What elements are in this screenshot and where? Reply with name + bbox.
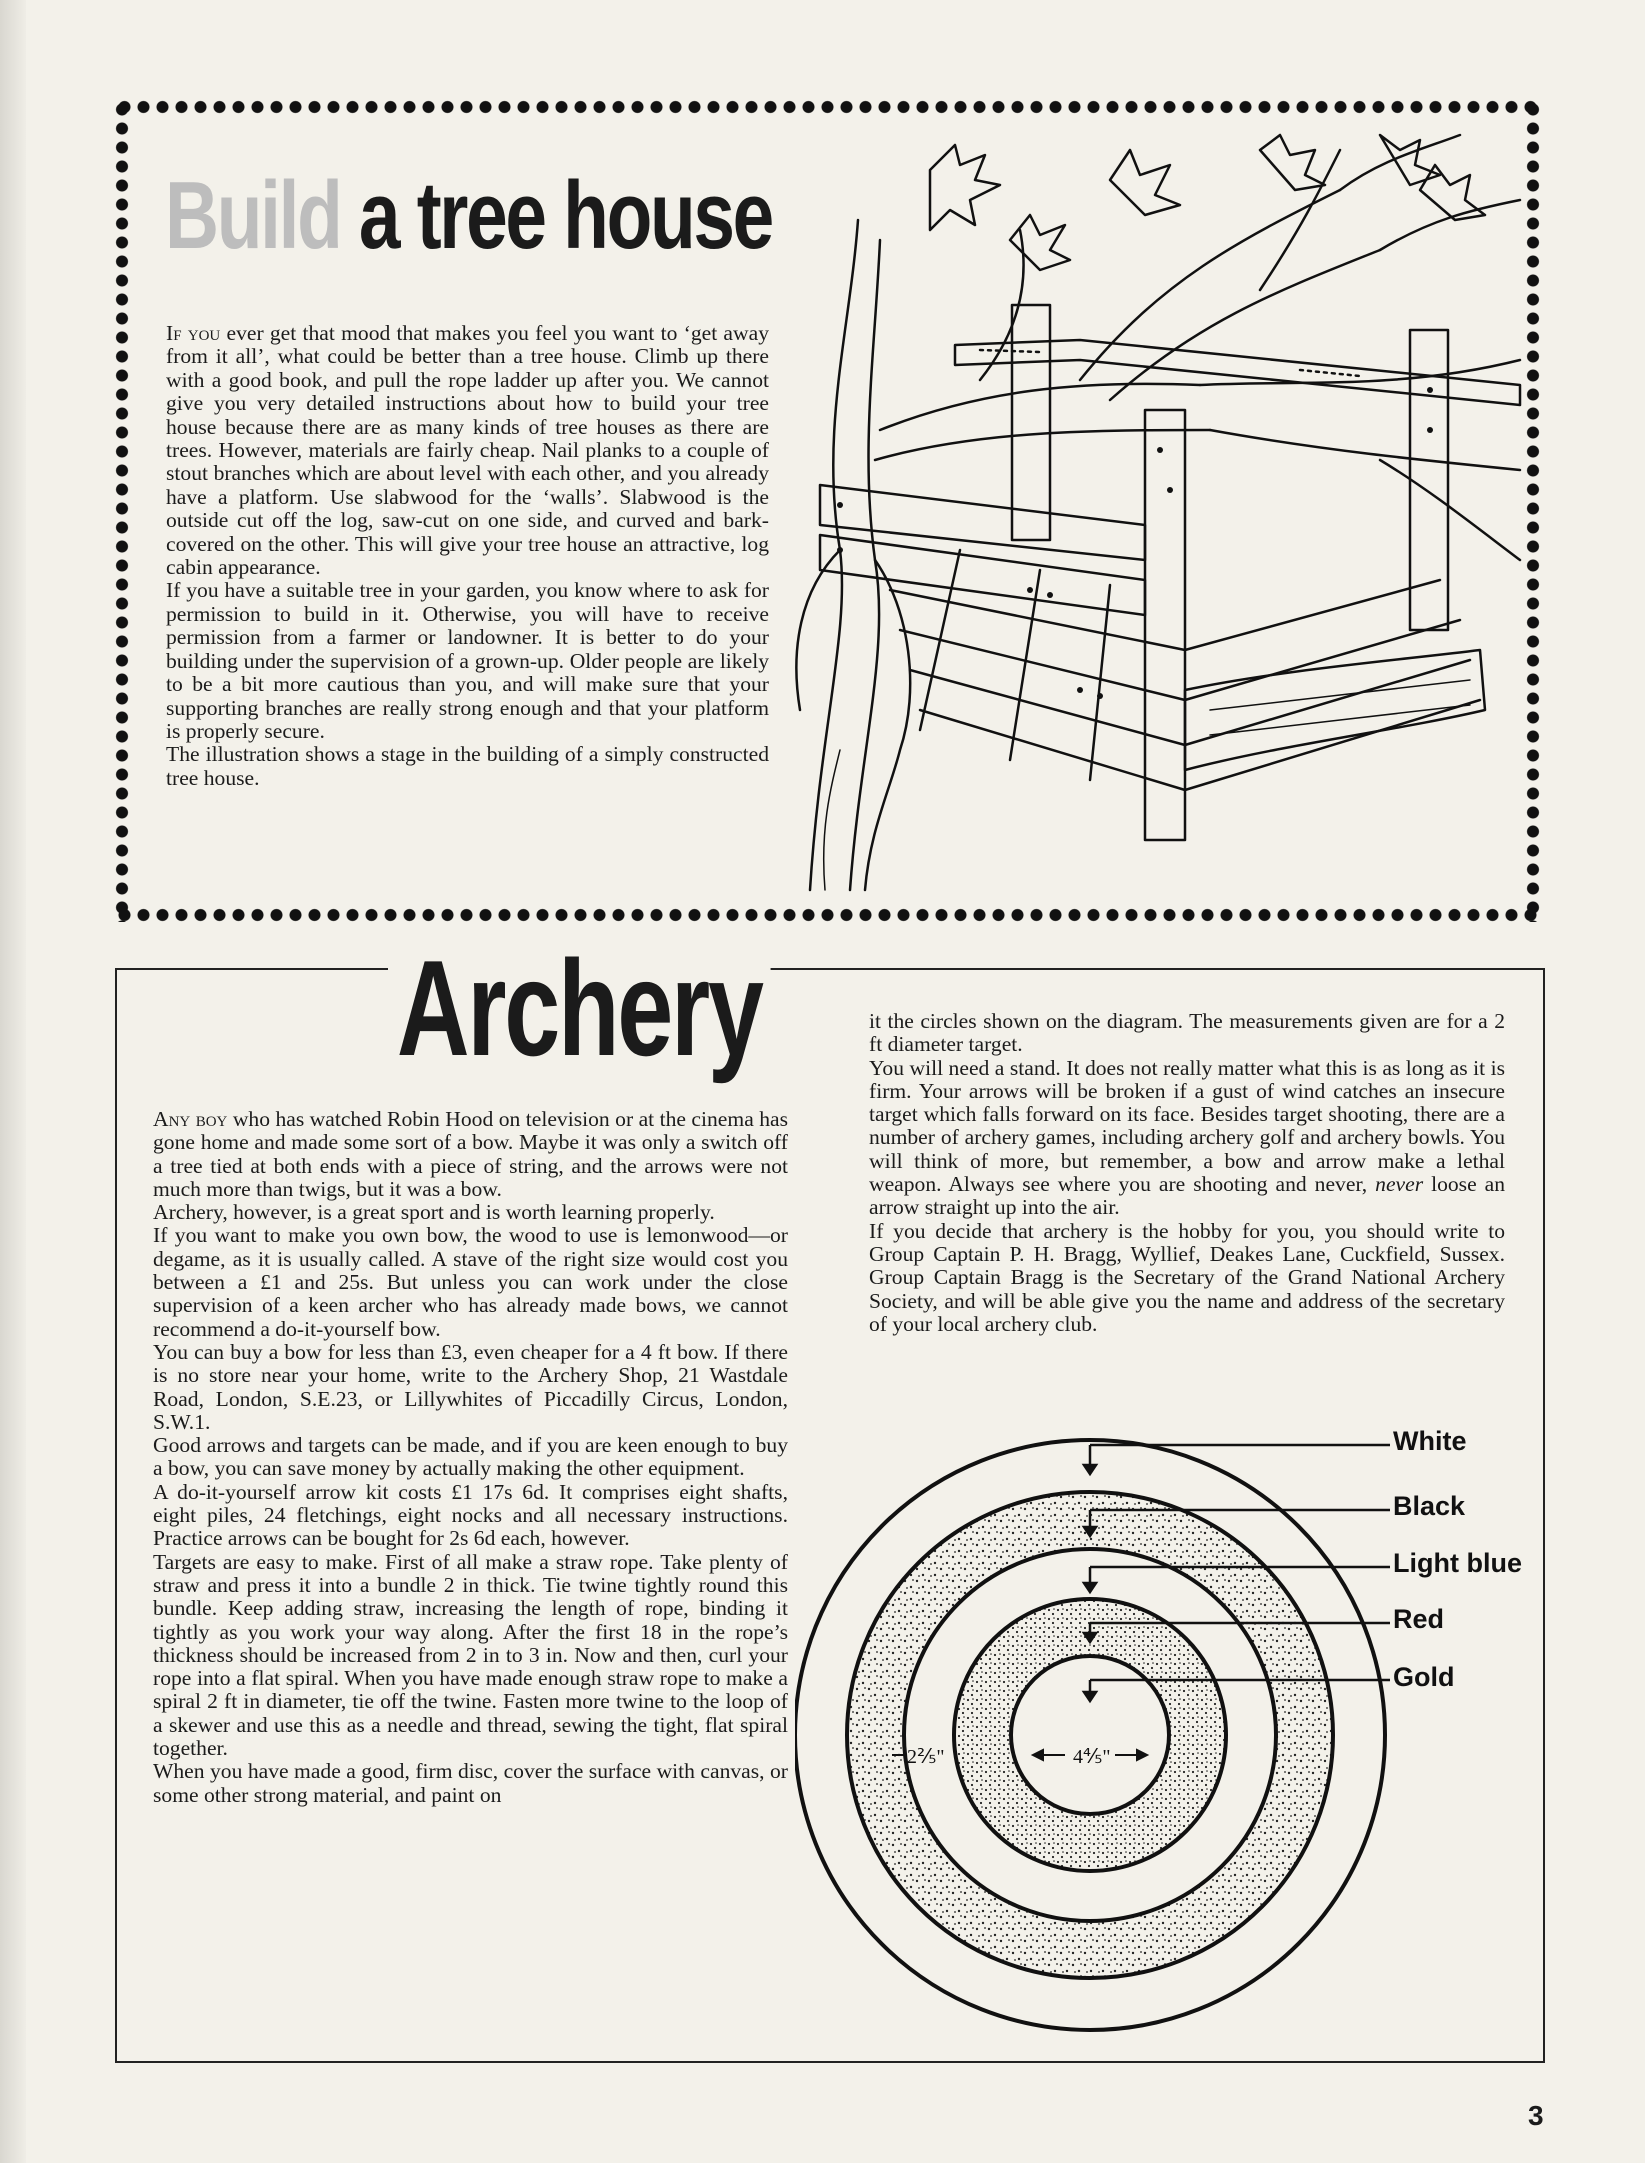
paragraph: If you decide that archery is the hobby for you, you should write to Group Captain P. H. Bragg, Wyllief, Deakes Lane, Cuckfield, Sussex. Group Captain Bragg is the Secretary of the Grand National Archery Society, and will be able give you the name and address of the secretary of your local archery club. (869, 1218, 1505, 1336)
paragraph: The illustration shows a stage in the building of a simply constructed tree house. (166, 742, 769, 790)
tree-house-illustration (780, 130, 1525, 900)
archery-title: Archery (388, 940, 771, 1076)
label-black: Black (1393, 1491, 1466, 1521)
lead-in: If you (166, 321, 221, 345)
paragraph: When you have made a good, firm disc, cover the surface with canvas, or some other strong material, and paint on (153, 1759, 788, 1807)
label-gold: Gold (1393, 1662, 1455, 1692)
paragraph: Good arrows and targets can be made, and if you are keen enough to buy a bow, you can save money by actually making the other equipment. (153, 1433, 788, 1481)
dimension-inner: 4⅘" (1073, 1746, 1111, 1768)
page-edge (0, 0, 26, 2163)
archery-target-diagram (795, 1410, 1540, 2050)
dimension-outer: 2⅖" (907, 1746, 945, 1768)
title-build: Build (165, 162, 341, 269)
label-white: White (1393, 1426, 1467, 1456)
tree-house-title (165, 162, 772, 269)
paragraph: it the circles shown on the diagram. The measurements given are for a 2 ft diameter target. (869, 1009, 1505, 1057)
page-number: 3 (1528, 2100, 1544, 2131)
archery-column-1 (153, 1108, 788, 1807)
tree-house-article (166, 322, 769, 790)
paragraph: If you ever get that mood that makes you feel you want to ‘get away from it all’, what could be better than a tree house. Climb up there with a good book, and pull the rope ladder up after you. We cannot give you very detailed instructions about how to build your tree house because there are as many kinds of tree houses as there are trees. However, materials are fairly cheap. Nail planks to a couple of stout branches which are about level with each other, and you already have a platform. Use slabwood for the ‘walls’. Slabwood is the outside cut off the log, saw-cut on one side, and curved and bark-covered on the other. This will give your tree house an attractive, log cabin appearance. (166, 321, 769, 580)
archery-column-2 (869, 1010, 1505, 1336)
paragraph: If you have a suitable tree in your garden, you know where to ask for permission to build in it. Otherwise, you will have to receive permission from a farmer or landowner. It is better to do your building under the supervision of a grown-up. Older people are likely to be a bit more cautious than you, and will make sure that your supporting branches are really strong enough and that your platform is properly secure. (166, 578, 769, 743)
label-light-blue: Light blue (1393, 1548, 1522, 1578)
paragraph: Any boy who has watched Robin Hood on television or at the cinema has gone home and made some sort of a bow. Maybe it was only a switch off a tree tied at both ends with a piece of string, and the arrows were not much more than twigs, but it was a bow. (153, 1107, 789, 1201)
paragraph: Targets are easy to make. First of all make a straw rope. Take plenty of straw and press it into a bundle 2 in thick. Tie twine tightly round this bundle. Keep adding straw, increasing the length of rope, binding it tightly as you work your way along. After the first 18 in the rope’s thickness should be increased from 2 in to 3 in. Now and then, curl your rope into a flat spiral. When you have made enough straw rope to make a spiral 2 ft in diameter, tie off the twine. Fasten more twine to the loop of a skewer and use this as a needle and thread, sewing the tight, flat spiral together. (153, 1549, 788, 1761)
paragraph: You can buy a bow for less than £3, even cheaper for a 4 ft bow. If there is no store near your home, write to the Archery Shop, 21 Wastdale Road, London, S.E.23, or Lillywhites of Piccadilly Circus, London, S.W.1. (153, 1339, 788, 1434)
paragraph: Archery, however, is a great sport and is worth learning properly. (153, 1200, 715, 1225)
title-tree-house: a tree house (358, 162, 772, 269)
label-red: Red (1393, 1604, 1445, 1634)
paragraph: A do-it-yourself arrow kit costs £1 17s 6d. It comprises eight shafts, eight piles, 24 fletchings, eight nocks and all necessary instructions. Practice arrows can be bought for 2s 6d each, however. (153, 1479, 788, 1551)
paragraph: If you want to make you own bow, the wood to use is lemonwood—or degame, as it is usually called. A stave of the right size would cost you between a £1 and 25s. But unless you can work under the close supervision of a keen archer who has already made bows, we cannot recommend a do-it-yourself bow. (153, 1223, 788, 1341)
paragraph: You will need a stand. It does not really matter what this is as long as it is firm. Your arrows will be broken if a gust of wind catches an insecure target which falls forward on its face. Besides target shooting, there are a number of archery games, including archery golf and archery bowls. You will think of more, but remember, a bow and arrow make a lethal weapon. Always see where you are shooting and never, never loose an arrow straight up into the air. (869, 1055, 1505, 1220)
lead-in: Any boy (153, 1107, 228, 1131)
